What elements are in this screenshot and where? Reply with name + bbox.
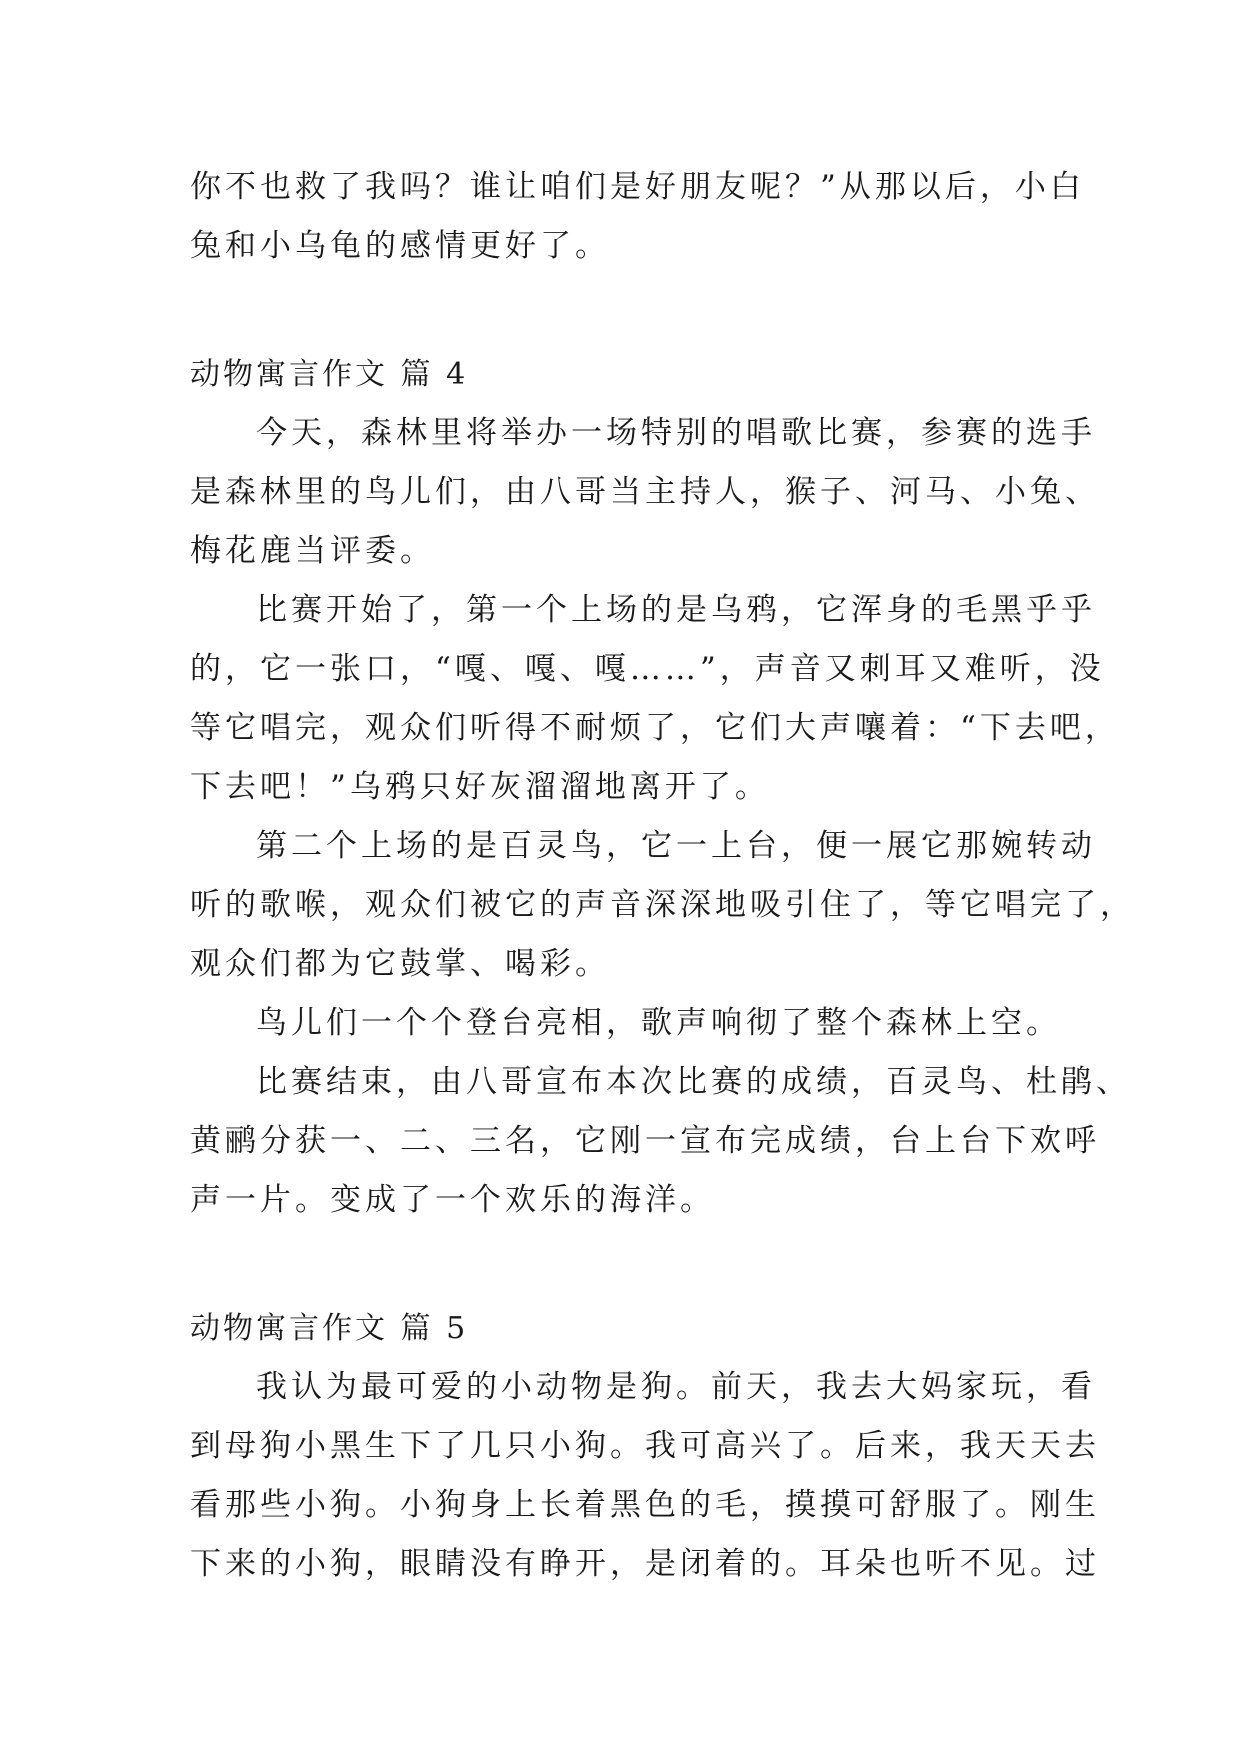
text-line: 等它唱完，观众们听得不耐烦了，它们大声嚷着：“下去吧， [190, 710, 1120, 746]
section-spacer [190, 1230, 1050, 1299]
text-line: 比赛结束，由八哥宣布本次比赛的成绩，百灵鸟、杜鹃、 [256, 1064, 1131, 1100]
text-line: 是森林里的鸟儿们，由八哥当主持人，猴子、河马、小兔、 [190, 474, 1100, 510]
paragraph [190, 994, 1061, 1053]
paragraph [190, 404, 1100, 581]
text-line: 到母狗小黑生下了几只小狗。我可高兴了。后来，我天天去 [190, 1428, 1100, 1464]
text-line: 下去吧！”乌鸦只好灰溜溜地离开了。 [190, 769, 770, 805]
text-line: 观众们都为它鼓掌、喝彩。 [190, 946, 610, 982]
text-line: 今天，森林里将举办一场特别的唱歌比赛，参赛的选手 [256, 415, 1096, 451]
text-line: 你不也救了我吗？谁让咱们是好朋友呢？”从那以后，小白 [190, 169, 1085, 205]
text-line: 看那些小狗。小狗身上长着黑色的毛，摸摸可舒服了。刚生 [190, 1487, 1100, 1523]
text-line: 的，它一张口，“嘎、嘎、嘎……”，声音又刺耳又难听，没 [190, 651, 1105, 687]
text-line: 鸟儿们一个个登台亮相，歌声响彻了整个森林上空。 [256, 1005, 1061, 1041]
section-heading: 动物寓言作文 篇 5 [190, 1311, 469, 1346]
text-line: 听的歌喉，观众们被它的声音深深地吸引住了，等它唱完了， [190, 887, 1135, 923]
continuation-paragraph [190, 158, 1085, 276]
section-spacer [190, 276, 1050, 345]
paragraph [190, 581, 1120, 817]
paragraph [190, 817, 1135, 994]
text-line: 声一片。变成了一个欢乐的海洋。 [190, 1182, 715, 1218]
document-body [190, 158, 1135, 1594]
text-line: 兔和小乌龟的感情更好了。 [190, 228, 610, 264]
section-heading: 动物寓言作文 篇 4 [190, 357, 469, 392]
section-4 [190, 345, 1135, 1230]
text-line: 我认为最可爱的小动物是狗。前天，我去大妈家玩，看 [256, 1369, 1096, 1405]
text-line: 梅花鹿当评委。 [190, 533, 435, 569]
paragraph [190, 1358, 1100, 1594]
text-line: 第二个上场的是百灵鸟，它一上台，便一展它那婉转动 [256, 828, 1096, 864]
paragraph [190, 1053, 1131, 1230]
text-line: 黄鹂分获一、二、三名，它刚一宣布完成绩，台上台下欢呼 [190, 1123, 1100, 1159]
text-line: 比赛开始了，第一个上场的是乌鸦，它浑身的毛黑乎乎 [256, 592, 1096, 628]
section-5 [190, 1299, 1100, 1594]
text-line: 下来的小狗，眼睛没有睁开，是闭着的。耳朵也听不见。过 [190, 1546, 1100, 1582]
